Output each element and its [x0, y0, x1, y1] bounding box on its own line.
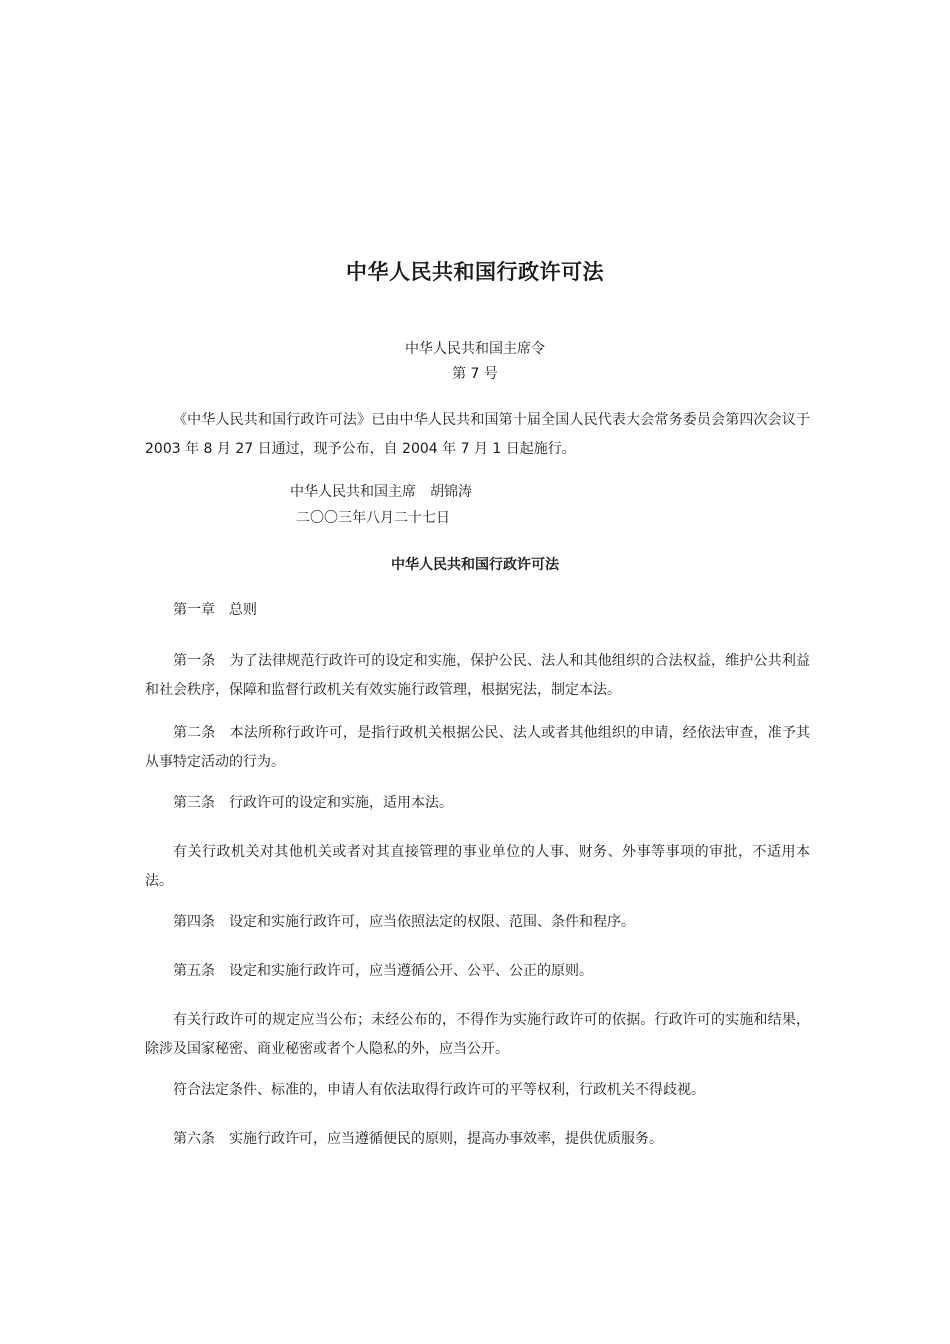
article-text: 实施行政许可，应当遵循便民的原则，提高办事效率，提供优质服务。	[229, 1131, 663, 1147]
signing-date: 二〇〇三年八月二十七日	[296, 510, 450, 526]
article-label: 第四条	[173, 914, 215, 930]
article-text: 设定和实施行政许可，应当依照法定的权限、范围、条件和程序。	[229, 914, 635, 930]
article-text: 设定和实施行政许可，应当遵循公开、公平、公正的原则。	[229, 963, 593, 979]
article-label: 第三条	[173, 795, 215, 811]
article-paragraph	[145, 1006, 810, 1064]
article-paragraph	[145, 647, 810, 705]
article-label: 第二条	[173, 725, 216, 741]
article-paragraph	[145, 1125, 810, 1154]
signatory-name: 胡锦涛	[430, 484, 472, 500]
article-text: 本法所称行政许可，是指行政机关根据公民、法人或者其他组织的申请，经依法审查，准予其从事特定活动的行为。	[145, 725, 811, 770]
decree-issuer: 中华人民共和国主席令	[405, 341, 545, 357]
signatory-title: 中华人民共和国主席	[290, 484, 416, 500]
article-paragraph	[145, 1076, 810, 1105]
document-title: 中华人民共和国行政许可法	[346, 260, 604, 284]
article-label: 第一条	[173, 653, 216, 669]
promulgation-paragraph: 《中华人民共和国行政许可法》已由中华人民共和国第十届全国人民代表大会常务委员会第四次会议于 2003 年 8 月 27 日通过，现予公布，自 2004 年 7 月 1 日起施行。	[145, 412, 810, 457]
decree-number: 第 7 号	[452, 366, 498, 382]
article-text: 有关行政机关对其他机关或者对其直接管理的事业单位的人事、财务、外事等事项的审批，不适用本法。	[145, 844, 810, 889]
article-text: 有关行政许可的规定应当公布；未经公布的，不得作为实施行政许可的依据。行政许可的实施和结果，除涉及国家秘密、商业秘密或者个人隐私的外，应当公开。	[145, 1012, 810, 1057]
article-text: 行政许可的设定和实施，适用本法。	[229, 795, 453, 811]
article-text: 符合法定条件、标准的，申请人有依法取得行政许可的平等权利，行政机关不得歧视。	[173, 1082, 705, 1098]
chapter-label: 第一章	[173, 602, 215, 618]
article-paragraph	[145, 789, 810, 818]
article-paragraph	[145, 719, 810, 777]
article-paragraph	[145, 957, 810, 986]
article-paragraph	[145, 908, 810, 937]
article-label: 第五条	[173, 963, 215, 979]
law-title: 中华人民共和国行政许可法	[391, 557, 559, 573]
signature-block	[290, 482, 472, 502]
article-text: 为了法律规范行政许可的设定和实施，保护公民、法人和其他组织的合法权益，维护公共利益和社会秩序，保障和监督行政机关有效实施行政管理，根据宪法，制定本法。	[145, 653, 811, 698]
chapter-heading	[145, 596, 810, 625]
chapter-name: 总则	[229, 602, 257, 618]
article-label: 第六条	[173, 1131, 215, 1147]
article-paragraph	[145, 838, 810, 896]
